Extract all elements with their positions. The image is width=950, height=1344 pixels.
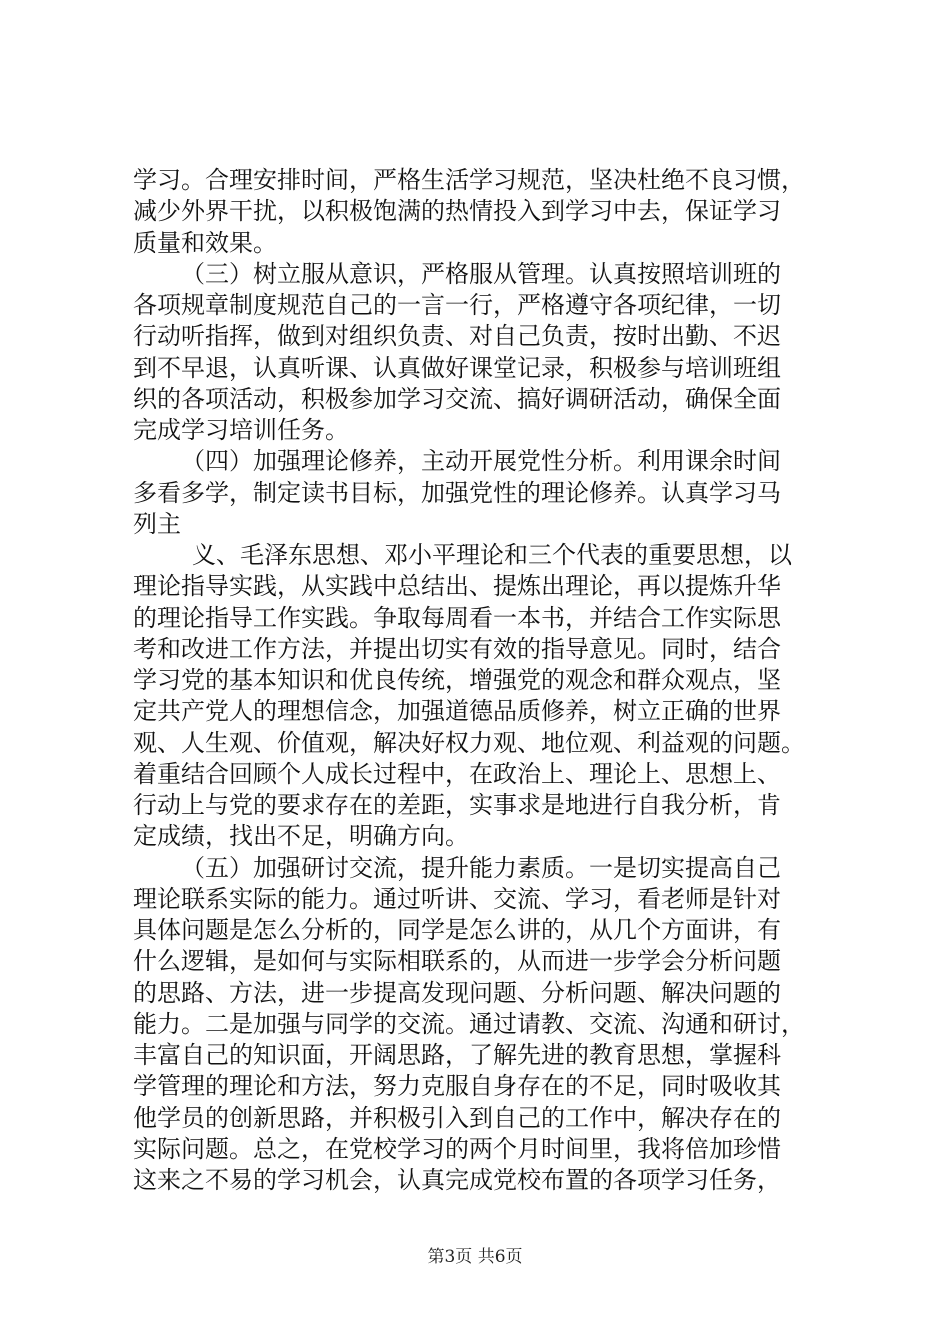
text-line: 理论联系实际的能力。通过听讲、交流、学习，看老师是针对 [133, 884, 781, 913]
text-line: 学习党的基本知识和优良传统，增强党的观念和群众观点，坚 [133, 666, 781, 694]
text-line: 实际问题。总之，在党校学习的两个月时间里，我将倍加珍惜 [133, 1134, 781, 1163]
text-line: 学管理的理论和方法，努力克服自身存在的不足，同时吸收其 [133, 1072, 781, 1101]
text-line: 理论指导实践，从实践中总结出、提炼出理论，再以提炼升华 [133, 572, 781, 601]
text-line: 什么逻辑，是如何与实际相联系的，从而进一步学会分析问题 [133, 947, 781, 976]
text-line: 到不早退，认真听课、认真做好课堂记录，积极参与培训班组 [133, 353, 781, 382]
text-line: 义、毛泽东思想、邓小平理论和三个代表的重要思想，以 [192, 541, 792, 569]
text-line: 的理论指导工作实践。争取每周看一本书，并结合工作实际思 [133, 603, 781, 632]
text-line: 具体问题是怎么分析的，同学是怎么讲的，从几个方面讲，有 [133, 916, 781, 944]
text-line: 减少外界干扰，以积极饱满的热情投入到学习中去，保证学习 [133, 197, 781, 226]
text-line: 他学员的创新思路，并积极引入到自己的工作中，解决存在的 [133, 1103, 781, 1132]
text-line: 完成学习培训任务。 [133, 416, 349, 444]
text-line: 着重结合回顾个人成长过程中，在政治上、理论上、思想上、 [133, 759, 781, 788]
section-4-heading-line: （四）加强理论修养，主动开展党性分析。利用课余时间 [181, 447, 781, 476]
section-5-heading-line: （五）加强研讨交流，提升能力素质。一是切实提高自己 [181, 853, 781, 882]
text-line: 的思路、方法，进一步提高发现问题、分析问题、解决问题的 [133, 978, 781, 1007]
text-line: 丰富自己的知识面，开阔思路，了解先进的教育思想，掌握科 [133, 1041, 781, 1069]
section-3-heading-line: （三）树立服从意识，严格服从管理。认真按照培训班的 [181, 259, 781, 288]
text-line: 这来之不易的学习机会，认真完成党校布置的各项学习任务， [133, 1166, 781, 1194]
page-number-footer: 第3页 共6页 [427, 1247, 523, 1267]
text-line: 能力。二是加强与同学的交流。通过请教、交流、沟通和研讨， [133, 1009, 805, 1038]
text-line: 行动听指挥，做到对组织负责、对自己负责，按时出勤、不迟 [133, 322, 781, 351]
text-line: 学习。合理安排时间，严格生活学习规范，坚决杜绝不良习惯， [133, 166, 805, 194]
text-line: 观、人生观、价值观，解决好权力观、地位观、利益观的问题。 [133, 728, 805, 757]
text-line: 多看多学，制定读书目标，加强党性的理论修养。认真学习马 [133, 478, 781, 507]
text-line: 质量和效果。 [133, 228, 277, 257]
text-line: 各项规章制度规范自己的一言一行，严格遵守各项纪律，一切 [133, 291, 781, 319]
text-line: 列主 [133, 509, 181, 538]
text-line: 行动上与党的要求存在的差距，实事求是地进行自我分析，肯 [133, 791, 781, 819]
body-text [133, 165, 833, 1196]
text-line: 织的各项活动，积极参加学习交流、搞好调研活动，确保全面 [133, 384, 781, 413]
text-line: 定成绩，找出不足，明确方向。 [133, 822, 469, 851]
text-line: 定共产党人的理想信念，加强道德品质修养，树立正确的世界 [133, 697, 781, 726]
text-line: 考和改进工作方法，并提出切实有效的指导意见。同时，结合 [133, 634, 781, 663]
